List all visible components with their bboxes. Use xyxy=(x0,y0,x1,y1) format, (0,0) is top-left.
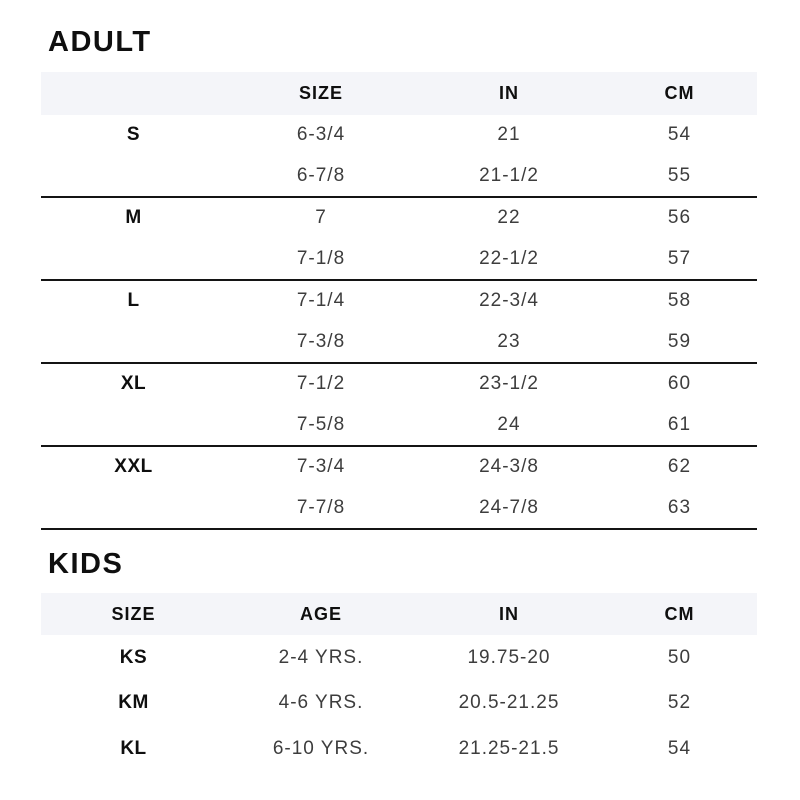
kids-col-in: IN xyxy=(499,603,519,624)
table-row xyxy=(41,488,757,529)
cm-cell: 62 xyxy=(667,456,692,478)
inches-cell: 22-3/4 xyxy=(479,290,539,312)
cm-cell: 57 xyxy=(667,247,692,269)
kids-col-size: SIZE xyxy=(111,603,156,624)
kids-header-row xyxy=(41,593,757,635)
size-label: KL xyxy=(120,737,147,759)
cm-cell: 54 xyxy=(667,737,692,759)
cm-cell: 56 xyxy=(667,207,692,229)
kids-section-title: KIDS xyxy=(48,548,124,580)
adult-col-size: SIZE xyxy=(298,83,343,103)
kids-size-table xyxy=(41,593,757,772)
cm-cell: 61 xyxy=(667,413,692,435)
age-cell: 4-6 YRS. xyxy=(278,692,364,714)
adult-group-xxl xyxy=(41,447,757,530)
adult-group-xl xyxy=(41,364,757,447)
table-row xyxy=(41,239,757,280)
hat-size-cell: 6-3/4 xyxy=(296,124,346,146)
table-row xyxy=(41,405,757,446)
kids-col-age: AGE xyxy=(299,603,342,624)
size-label: XL xyxy=(120,373,147,395)
inches-cell: 23-1/2 xyxy=(479,373,539,395)
inches-cell: 20.5-21.25 xyxy=(458,692,560,714)
inches-cell: 23 xyxy=(497,330,521,352)
size-label: KM xyxy=(118,692,149,714)
age-cell: 6-10 YRS. xyxy=(272,737,370,759)
adult-group-s xyxy=(41,115,757,198)
cm-cell: 60 xyxy=(667,373,692,395)
hat-size-cell: 7-5/8 xyxy=(296,413,346,435)
inches-cell: 19.75-20 xyxy=(467,646,551,668)
cm-cell: 54 xyxy=(667,124,692,146)
size-label: S xyxy=(126,124,141,146)
size-label: XXL xyxy=(114,456,153,478)
table-row xyxy=(41,198,757,239)
hat-size-cell: 6-7/8 xyxy=(296,164,346,186)
inches-cell: 21-1/2 xyxy=(479,164,539,186)
age-cell: 2-4 YRS. xyxy=(278,646,364,668)
table-row xyxy=(41,156,757,197)
table-row xyxy=(41,364,757,405)
kids-col-cm: CM xyxy=(664,603,695,624)
inches-cell: 22 xyxy=(497,207,521,229)
cm-cell: 59 xyxy=(667,330,692,352)
cm-cell: 55 xyxy=(667,164,692,186)
hat-size-cell: 7-3/4 xyxy=(296,456,346,478)
hat-size-cell: 7-7/8 xyxy=(296,496,346,518)
adult-col-cm: CM xyxy=(664,83,695,103)
adult-section-title: ADULT xyxy=(48,26,152,58)
hat-size-cell: 7-1/2 xyxy=(296,373,346,395)
table-row xyxy=(41,322,757,363)
table-row xyxy=(41,635,757,681)
size-label: M xyxy=(125,207,142,229)
hat-size-cell: 7-1/4 xyxy=(296,290,346,312)
table-row xyxy=(41,447,757,488)
table-row xyxy=(41,681,757,727)
hat-size-cell: 7 xyxy=(315,207,327,229)
adult-group-m xyxy=(41,198,757,281)
cm-cell: 58 xyxy=(667,290,692,312)
table-row xyxy=(41,115,757,156)
table-row xyxy=(41,281,757,322)
size-label: L xyxy=(127,290,140,312)
adult-size-table xyxy=(41,72,757,530)
inches-cell: 21.25-21.5 xyxy=(458,737,560,759)
inches-cell: 24-3/8 xyxy=(479,456,539,478)
cm-cell: 50 xyxy=(667,646,692,668)
inches-cell: 24 xyxy=(497,413,521,435)
cm-cell: 63 xyxy=(667,496,692,518)
table-row xyxy=(41,726,757,772)
size-label: KS xyxy=(119,646,148,668)
adult-col-in: IN xyxy=(499,83,519,103)
cm-cell: 52 xyxy=(667,692,692,714)
hat-size-cell: 7-3/8 xyxy=(296,330,346,352)
inches-cell: 21 xyxy=(497,124,521,146)
adult-group-l xyxy=(41,281,757,364)
hat-size-cell: 7-1/8 xyxy=(296,247,346,269)
inches-cell: 24-7/8 xyxy=(479,496,539,518)
adult-header-row xyxy=(41,72,757,115)
inches-cell: 22-1/2 xyxy=(479,247,539,269)
